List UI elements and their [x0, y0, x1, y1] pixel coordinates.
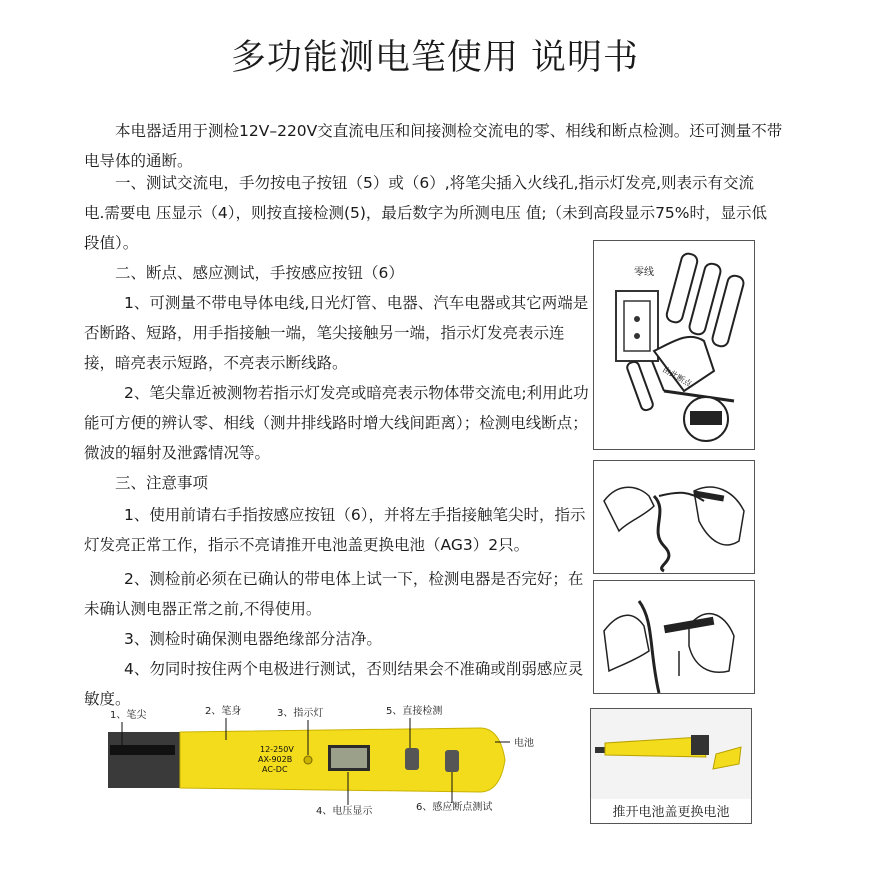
section-1-paragraph: 一、测试交流电，手勿按电子按钮（5）或（6）,将笔尖插入火线孔,指示灯发亮,则表示有交流电.需要电 压显示（4），则按直接检测(5)，最后数字为所测电压 值;（未到高段显示75%时，显示低段值）。 [84, 174, 768, 252]
section-3-item-2: 2、测检前必须在已确认的带电体上试一下，检测电器是否完好；在未确认测电器正常之前,不得使用。 [84, 570, 584, 618]
label-voltage: 4、电压显示 [316, 806, 373, 817]
pen-range-text: 12-250V [260, 745, 294, 754]
label-direct: 5、直接检测 [386, 706, 443, 717]
pen-acdc-text: AC-DC [262, 765, 288, 774]
label-tip: 1、笔尖 [110, 710, 147, 721]
pen-illustration [100, 700, 580, 820]
induction-test-button [445, 750, 459, 772]
indicator-light [304, 756, 312, 764]
hands-wire-illustration-1 [594, 461, 754, 573]
pen-model-text: AX-902B [258, 755, 293, 764]
section-2-item-1: 1、可测量不带电导体电线,日光灯管、电器、汽车电器或其它两端是否断路、短路，用手指接触一端，笔尖接触另一端，指示灯发亮表示连接，暗亮表示短路，不亮表示断线路。 [84, 294, 589, 372]
intro-paragraph: 本电器适用于测检12V–220V交直流电压和间接测检交流电的零、相线和断点检测。还可测量不带电导体的通断。 [84, 122, 783, 170]
label-induction: 6、感应断点测试 [416, 802, 493, 813]
section-3-item-3: 3、测检时确保测电器绝缘部分洁净。 [124, 630, 382, 648]
hands-wire-illustration-2 [594, 581, 754, 693]
battery-replacement-illustration [591, 709, 751, 799]
hands-wire-test-figure-1 [593, 460, 755, 574]
section-3-item-4: 4、勿同时按住两个电极进行测试，否则结果会不准确或削弱感应灵敏度。 [84, 660, 584, 708]
section-2-3-text [84, 258, 594, 714]
section-3-item-1: 1、使用前请右手指按感应按钮（6），并将左手指接触笔尖时，指示灯发亮正常工作，指示不亮请推开电池盖更换电池（AG3）2只。 [84, 506, 586, 554]
label-indicator: 3、指示灯 [277, 708, 324, 719]
label-body: 2、笔身 [205, 706, 242, 717]
section-2-item-2: 2、笔尖靠近被测物若指示灯发亮或暗亮表示物体带交流电;利用此功能可方便的辨认零、相线（测井排线路时增大线间距离）；检测电线断点；微波的辐射及泄露情况等。 [84, 384, 589, 462]
document-title: 多功能测电笔使用 说明书 [230, 38, 640, 78]
label-battery: 电池 [514, 738, 534, 749]
pen-diagram [100, 700, 580, 820]
battery-caption: 推开电池盖更换电池 [612, 805, 730, 820]
section-3-heading: 三、注意事项 [115, 474, 209, 492]
section-2-heading: 二、断点、感应测试，手按感应按钮（6） [115, 264, 404, 282]
direct-test-button [405, 748, 419, 770]
socket-test-figure [593, 240, 755, 450]
breakpoint-label: 由此断点 [661, 364, 694, 389]
hands-wire-test-figure-2 [593, 580, 755, 694]
battery-replacement-figure [590, 708, 752, 824]
socket-test-illustration [594, 241, 754, 449]
zero-line-label: 零线 [634, 267, 654, 278]
